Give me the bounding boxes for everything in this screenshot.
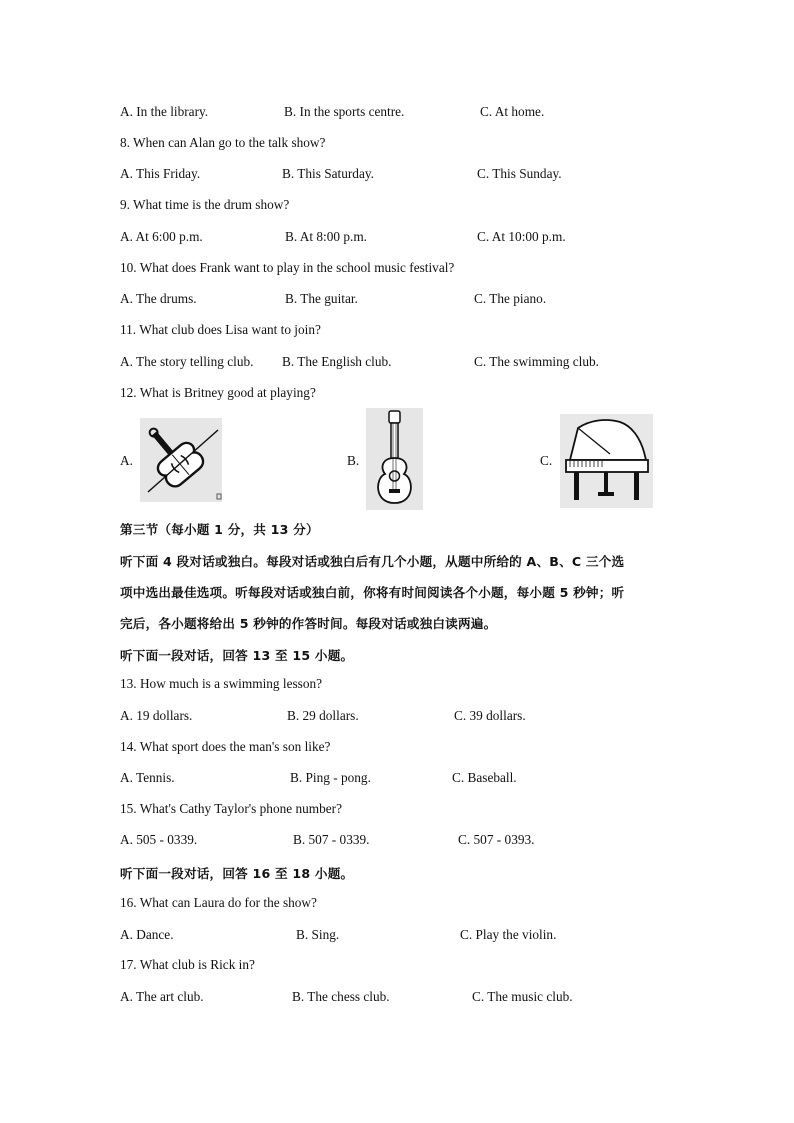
q10-question: 10. What does Frank want to play in the school music festival? (120, 260, 455, 275)
q11-option-c: C. The swimming club. (474, 354, 599, 369)
q9-option-a: A. At 6:00 p.m. (120, 229, 203, 244)
q17-question: 17. What club is Rick in? (120, 957, 255, 972)
q14-option-b: B. Ping - pong. (290, 770, 371, 785)
dialog-2-instruction: 听下面一段对话，回答 16 至 18 小题。 (120, 866, 354, 881)
q8-question: 8. When can Alan go to the talk show? (120, 135, 326, 150)
instructions-line-2: 项中选出最佳选项。听每段对话或独白前，你将有时间阅读各个小题，每小题 5 秒钟；听 (120, 585, 625, 600)
q17-option-b: B. The chess club. (292, 989, 390, 1004)
instructions-line-1: 听下面 4 段对话或独白。每段对话或独白后有几个小题，从题中所给的 A、B、C 三个选 (120, 554, 625, 569)
q16-option-b: B. Sing. (296, 927, 340, 942)
q10-option-a: A. The drums. (120, 291, 197, 306)
q15-option-b: B. 507 - 0339. (293, 832, 370, 847)
q13-option-a: A. 19 dollars. (120, 708, 193, 723)
q12-label-c: C. (540, 453, 553, 468)
q9-question: 9. What time is the drum show? (120, 197, 290, 212)
q13-question: 13. How much is a swimming lesson? (120, 676, 323, 691)
q14-question: 14. What sport does the man's son like? (120, 739, 331, 754)
dialog-1-instruction: 听下面一段对话，回答 13 至 15 小题。 (120, 648, 354, 663)
q15-question: 15. What's Cathy Taylor's phone number? (120, 801, 342, 816)
q14-option-c: C. Baseball. (452, 770, 517, 785)
q13-option-b: B. 29 dollars. (287, 708, 359, 723)
q15-option-c: C. 507 - 0393. (458, 832, 535, 847)
q7-option-b: B. In the sports centre. (284, 104, 405, 119)
q14-option-a: A. Tennis. (120, 770, 175, 785)
section-heading: 第三节（每小题 1 分，共 13 分） (120, 522, 319, 537)
q8-option-b: B. This Saturday. (282, 166, 374, 181)
q17-option-a: A. The art club. (120, 989, 204, 1004)
q16-question: 16. What can Laura do for the show? (120, 895, 317, 910)
q12-question: 12. What is Britney good at playing? (120, 385, 316, 400)
instructions-line-3: 完后，各小题将给出 5 秒钟的作答时间。每段对话或独白读两遍。 (120, 616, 497, 631)
guitar-picture (366, 408, 423, 510)
q7-option-a: A. In the library. (120, 104, 209, 119)
q11-option-b: B. The English club. (282, 354, 392, 369)
q16-option-a: A. Dance. (120, 927, 174, 942)
q9-option-c: C. At 10:00 p.m. (477, 229, 566, 244)
q8-option-c: C. This Sunday. (477, 166, 562, 181)
q7-option-c: C. At home. (480, 104, 545, 119)
q17-option-c: C. The music club. (472, 989, 573, 1004)
q13-option-c: C. 39 dollars. (454, 708, 526, 723)
q10-option-b: B. The guitar. (285, 291, 358, 306)
q16-option-c: C. Play the violin. (460, 927, 557, 942)
q12-label-b: B. (347, 453, 360, 468)
violin-picture (140, 418, 222, 502)
q15-option-a: A. 505 - 0339. (120, 832, 198, 847)
q8-option-a: A. This Friday. (120, 166, 201, 181)
q11-option-a: A. The story telling club. (120, 354, 254, 369)
q12-label-a: A. (120, 453, 133, 468)
piano-picture (560, 414, 653, 508)
q11-question: 11. What club does Lisa want to join? (120, 322, 321, 337)
q10-option-c: C. The piano. (474, 291, 547, 306)
q9-option-b: B. At 8:00 p.m. (285, 229, 368, 244)
